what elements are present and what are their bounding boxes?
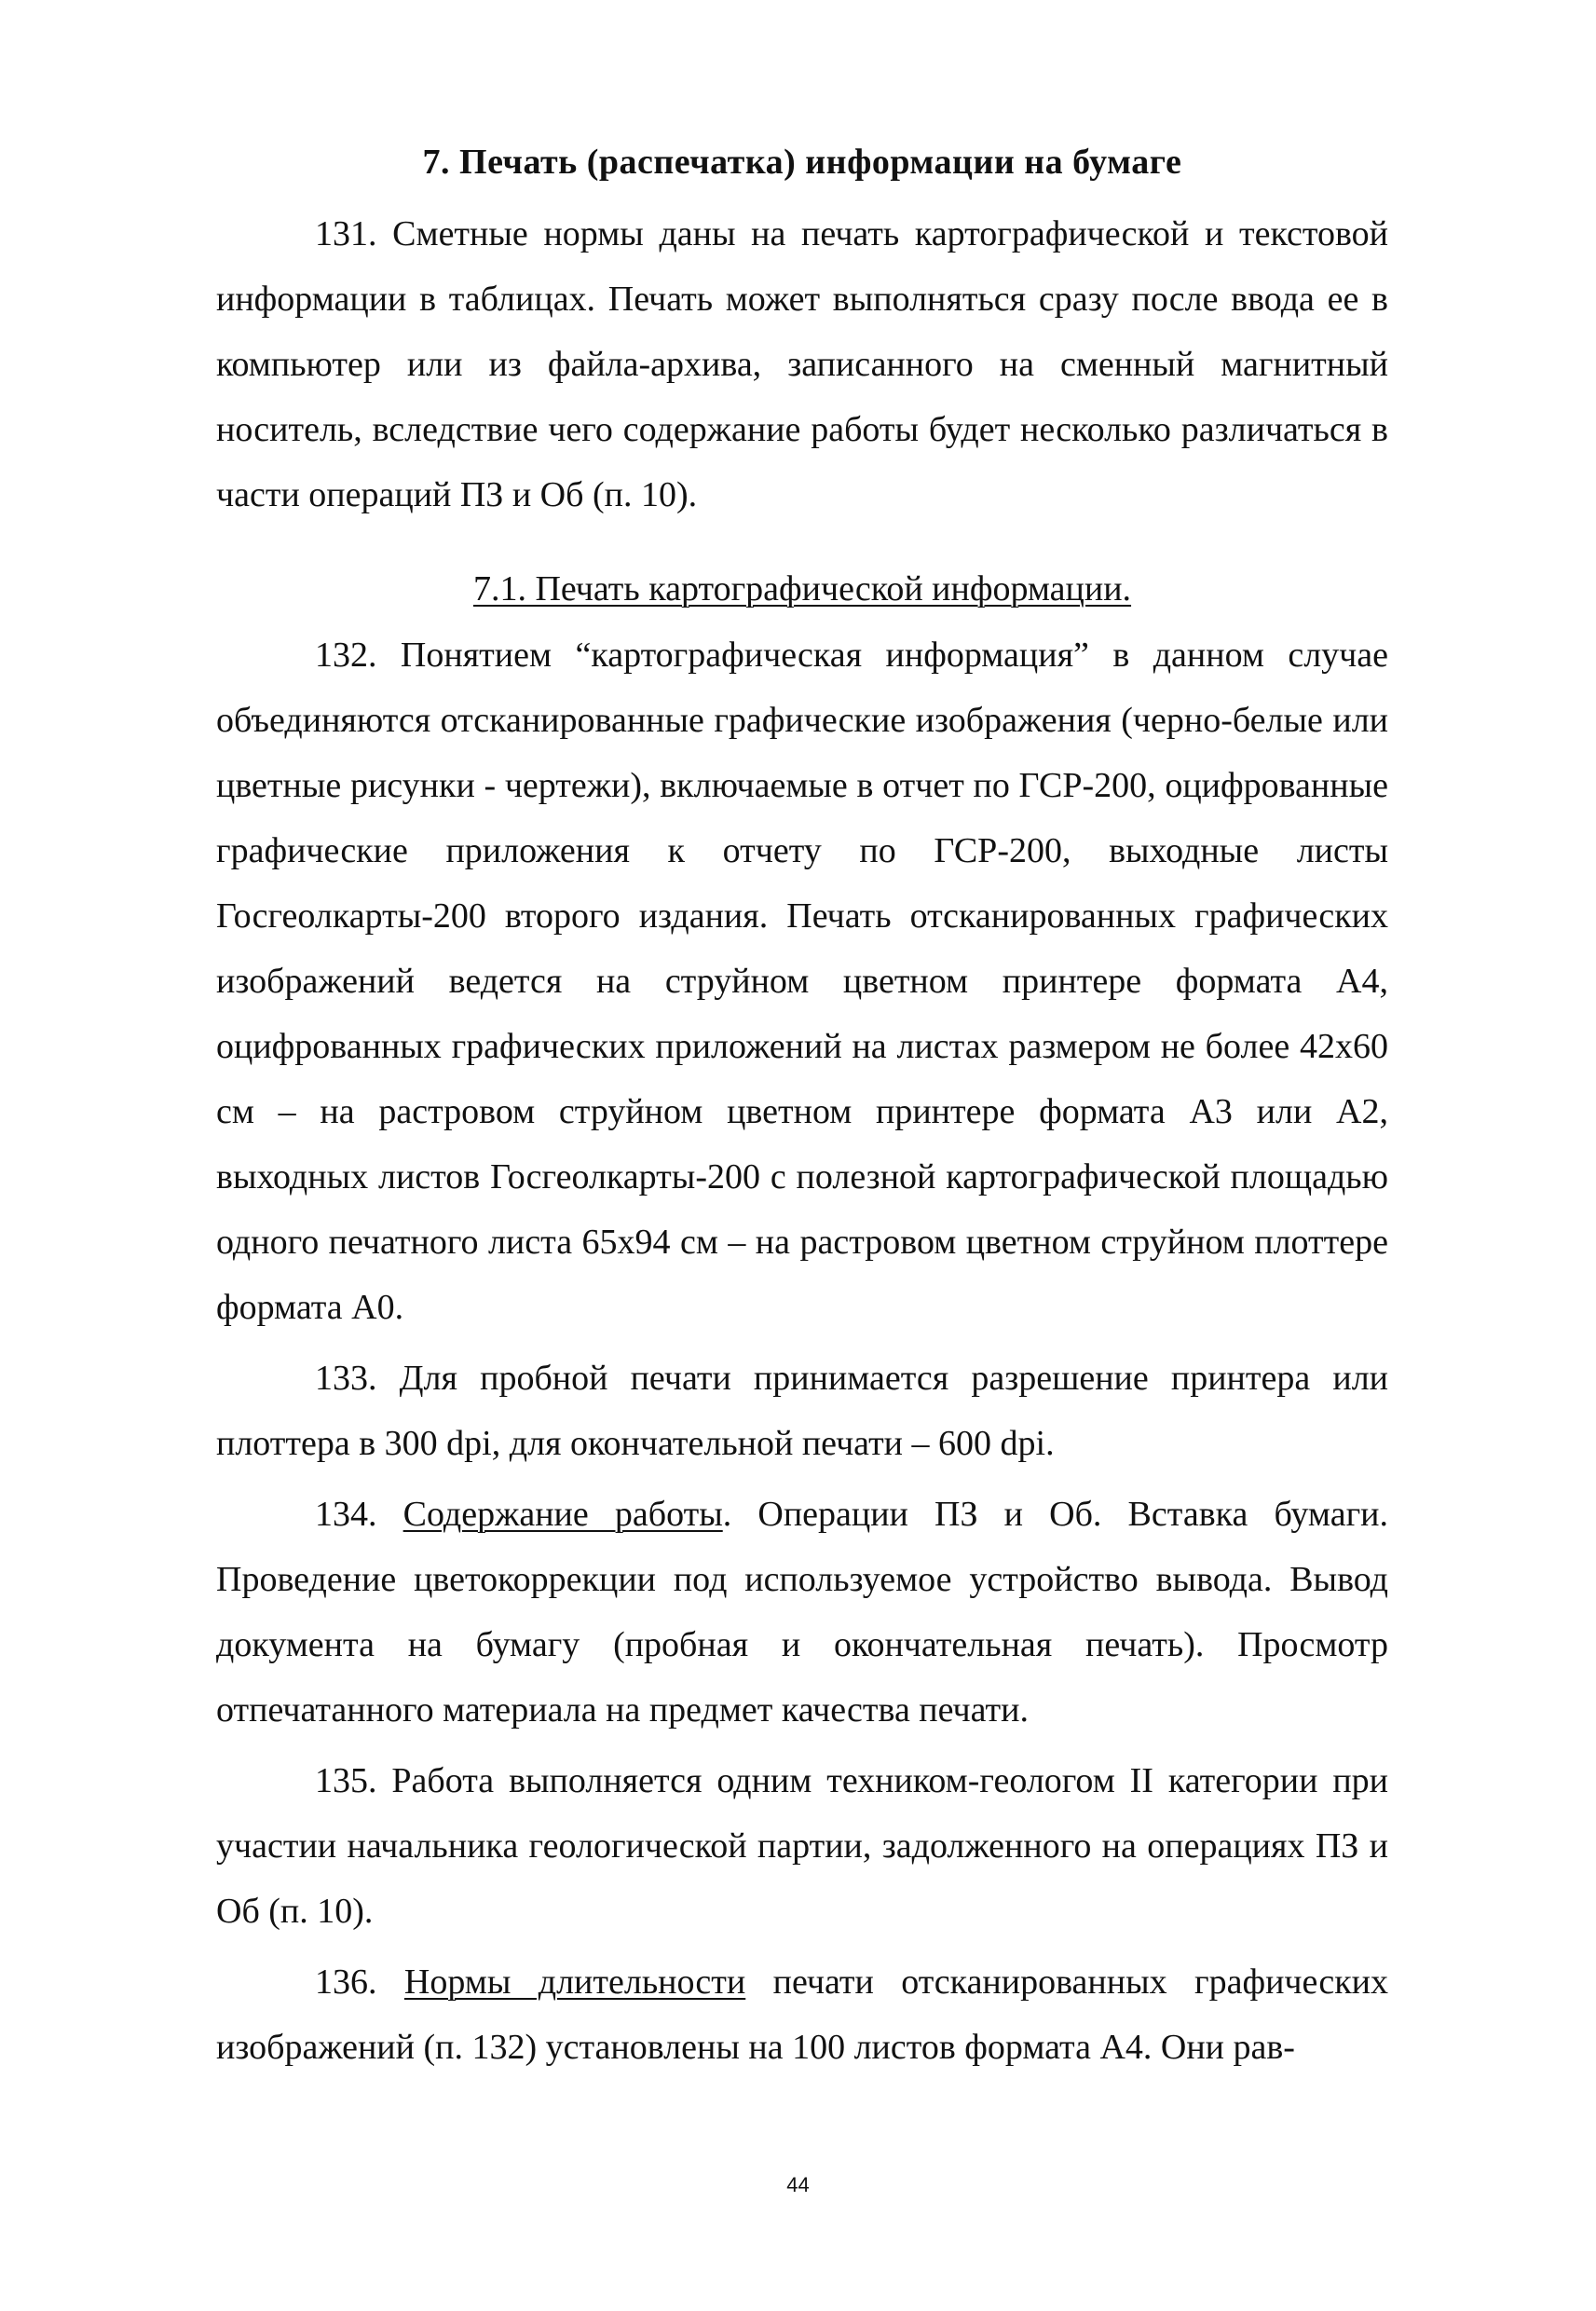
paragraph-136-label: Нормы длительности — [403, 1962, 746, 2002]
paragraph-136-number: 136. — [315, 1962, 404, 2002]
paragraph-133: 133. Для пробной печати принимается разрешение принтера или плоттера в 300 dpi, для окончательной печати – 600 dpi. — [216, 1359, 1388, 1463]
paragraph-136 — [216, 1949, 1388, 2080]
paragraph-134-text: . Операции ПЗ и Об. Вставка бумаги. Проведение цветокоррекции под используемое устройство вывода. Вывод документа на бумагу (пробная и окончательная печать). Просмотр отпечатанного материала на предмет качества печати. — [216, 1495, 1388, 1730]
page-number: 44 — [786, 2173, 810, 2196]
section-title: 7. Печать (распечатка) информации на бумаге — [422, 143, 1182, 182]
paragraph-132: 132. Понятием “картографическая информация” в данном случае объединяются отсканированные графические изображения (черно-белые или цветные рисунки - чертежи), включаемые в отчет по ГСР-200, оцифрованные графические приложения к отчету по ГСР-200, выходные листы Госгеолкарты-200 второго издания. Печать отсканированных графических изображений ведется на струйном цветном принтере формата А4, оцифрованных графических приложений на листах размером не более 42х60 см – на растровом струйном цветном принтере формата А3 или А2, выходных листов Госгеолкарты-200 с полезной картографической площадью одного печатного листа 65х94 см – на растровом цветном струйном плоттере формата А0. — [216, 636, 1388, 1327]
paragraph-135: 135. Работа выполняется одним техником-геологом II категории при участии начальника геологической партии, задолженного на операциях ПЗ и Об (п. 10). — [216, 1761, 1388, 1931]
subsection-title: 7.1. Печать картографической информации. — [472, 569, 1132, 609]
paragraph-131: 131. Сметные нормы даны на печать картографической и текстовой информации в таблицах. Печать может выполняться сразу после ввода ее в компьютер или из файла-архива, записанного на сменный магнитный носитель, вследствие чего содержание работы будет несколько различаться в части операций ПЗ и Об (п. 10). — [216, 214, 1388, 514]
page-content — [216, 138, 1388, 2085]
paragraph-136-text: печати отсканированных графических изображений (п. 132) установлены на 100 листов формата А4. Они рав- — [216, 1962, 1389, 2067]
paragraph-134 — [216, 1482, 1388, 1743]
paragraph-134-number: 134. — [315, 1495, 403, 1534]
paragraph-134-label: Содержание работы — [402, 1495, 723, 1534]
